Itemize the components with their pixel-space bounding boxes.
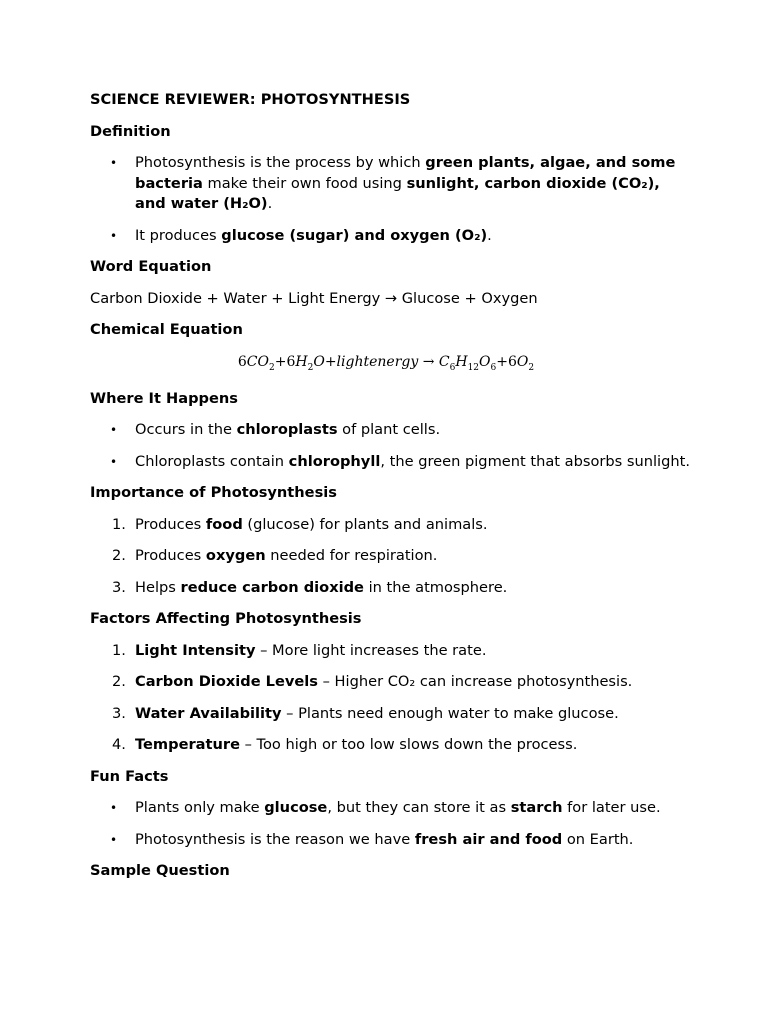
bullet-icon: • — [110, 832, 118, 847]
list-item: 3. Water Availability – Plants need enough water to make glucose. — [112, 704, 619, 722]
document-page — [90, 90, 690, 893]
list-item: 2. Carbon Dioxide Levels – Higher CO₂ can increase photosynthesis. — [112, 673, 633, 691]
list-item: • Photosynthesis is the process by which green plants, algae, and some bacteria make their own food using sunlight, carbon dioxide (CO₂), and water (H₂O). — [110, 154, 676, 212]
document-title: SCIENCE REVIEWER: PHOTOSYNTHESIS — [90, 91, 411, 108]
list-item: • Occurs in the chloroplasts of plant cells. — [90, 420, 690, 441]
bullet-icon: • — [110, 228, 118, 243]
list-item: 3. Helps reduce carbon dioxide in the atmosphere. — [112, 578, 508, 596]
list-item: • Plants only make glucose, but they can store it as starch for later use. — [90, 798, 690, 819]
factors-list — [90, 641, 690, 756]
heading-where-it-happens: Where It Happens — [90, 389, 238, 407]
list-item: • Chloroplasts contain chlorophyll, the green pigment that absorbs sunlight. — [90, 452, 690, 473]
list-item: • It produces glucose (sugar) and oxygen (O₂). — [90, 226, 690, 247]
importance-list — [90, 515, 690, 599]
heading-fun-facts: Fun Facts — [90, 767, 169, 785]
heading-factors: Factors Affecting Photosynthesis — [90, 610, 362, 628]
bullet-icon: • — [110, 423, 118, 438]
bullet-icon: • — [110, 156, 118, 170]
chemical-equation: $6CO_2+6H_2O+lightenergy \to C_6H_{12}O_6+6O_2$ — [237, 353, 535, 373]
bullet-icon: • — [110, 454, 118, 469]
where-list — [90, 420, 690, 472]
fun-facts-list — [90, 798, 690, 850]
heading-chemical-equation: Chemical Equation — [90, 321, 243, 338]
list-item: 4. Temperature – Too high or too low slows down the process. — [112, 736, 578, 754]
heading-word-equation: Word Equation — [90, 258, 212, 275]
list-item: 1. Light Intensity – More light increases the rate. — [112, 641, 487, 659]
word-equation-text: Carbon Dioxide + Water + Light Energy → Glucose + Oxygen — [90, 289, 538, 307]
definition-list — [90, 153, 690, 246]
list-item: • Photosynthesis is the reason we have fresh air and food on Earth. — [90, 830, 690, 851]
list-item: 1. Produces food (glucose) for plants and animals. — [112, 515, 488, 533]
heading-sample-question: Sample Question — [90, 862, 230, 880]
list-item: 2. Produces oxygen needed for respiration. — [112, 547, 438, 565]
bullet-icon: • — [110, 801, 118, 816]
heading-importance: Importance of Photosynthesis — [90, 484, 337, 502]
heading-definition: Definition — [90, 122, 171, 140]
